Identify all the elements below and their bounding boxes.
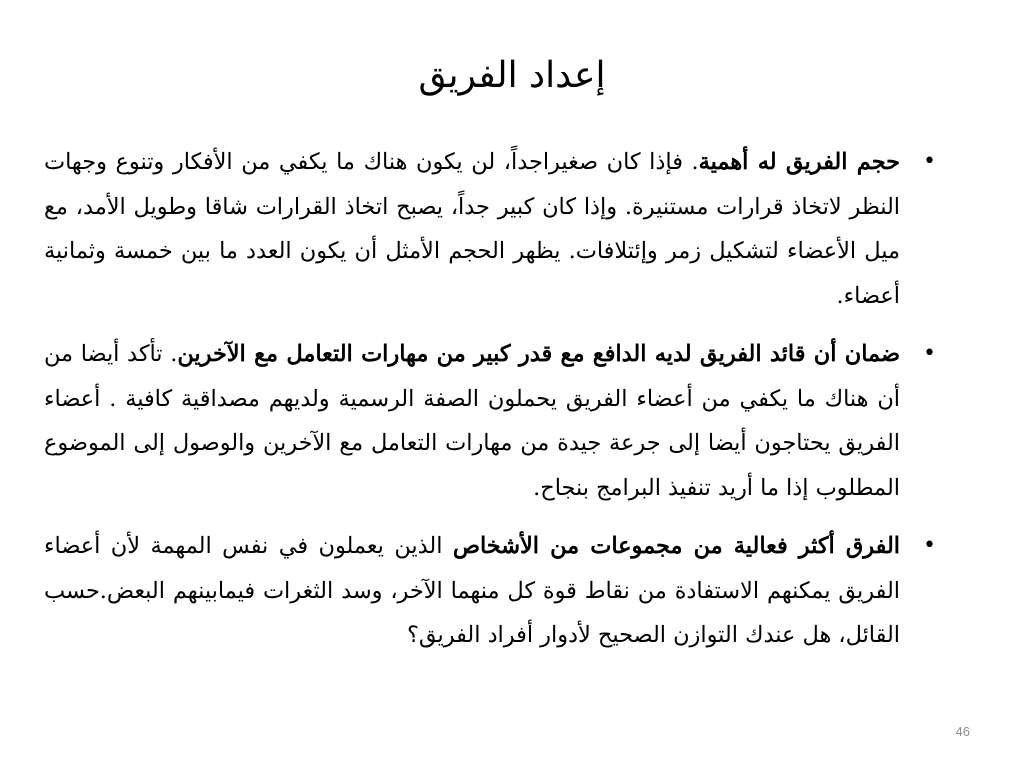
bullet-item-team-effectiveness — [44, 524, 936, 658]
bullet-lead: الفرق أكثر فعالية من مجموعات من الأشخاص — [452, 533, 900, 559]
slide-title: إعداد الفريق — [418, 55, 606, 96]
bullet-list — [44, 140, 938, 672]
bullet-lead: ضمان أن قائد الفريق لديه الدافع مع قدر كبير من مهارات التعامل مع الآخرين — [177, 341, 900, 367]
bullet-dot-icon: • — [923, 533, 936, 558]
bullet-text: . تأكد أيضا من أن هناك ما يكفي من أعضاء الفريق يحملون الصفة الرسمية ولديهم مصداقية كافية . أعضاء الفريق يحتاجون أيضا إلى جرعة جيدة من مهارات التعامل مع الآخرين والوصول إلى الموضوع المطلوب إذا ما أريد تنفيذ البرامج بنجاح. — [44, 341, 900, 501]
bullet-text: الذين يعملون في نفس المهمة لأن أعضاء الفريق يمكنهم الاستفادة من نقاط قوة كل منهما الآخر، وسد الثغرات فيمابينهم البعض.حسب القائل، هل عندك التوازن الصحيح لأدوار أفراد الفريق؟ — [44, 533, 900, 648]
bullet-dot-icon: • — [923, 149, 936, 174]
bullet-lead: حجم الفريق له أهمية — [698, 149, 900, 175]
bullet-dot-icon: • — [923, 341, 936, 366]
bullet-item-team-leader — [44, 332, 936, 510]
page-number: 46 — [955, 724, 970, 739]
bullet-text: . فإذا كان صغيراجداً، لن يكون هناك ما يكفي من الأفكار وتنوع وجهات النظر لاتخاذ قرارات مستنيرة. وإذا كان كبير جداً، يصبح اتخاذ القرارات شاقا وطويل الأمد، مع ميل الأعضاء لتشكيل زمر وإئتلافات. يظهر الحجم الأمثل أن يكون العدد ما بين خمسة وثمانية أعضاء. — [44, 149, 900, 309]
bullet-item-team-size — [44, 140, 936, 318]
